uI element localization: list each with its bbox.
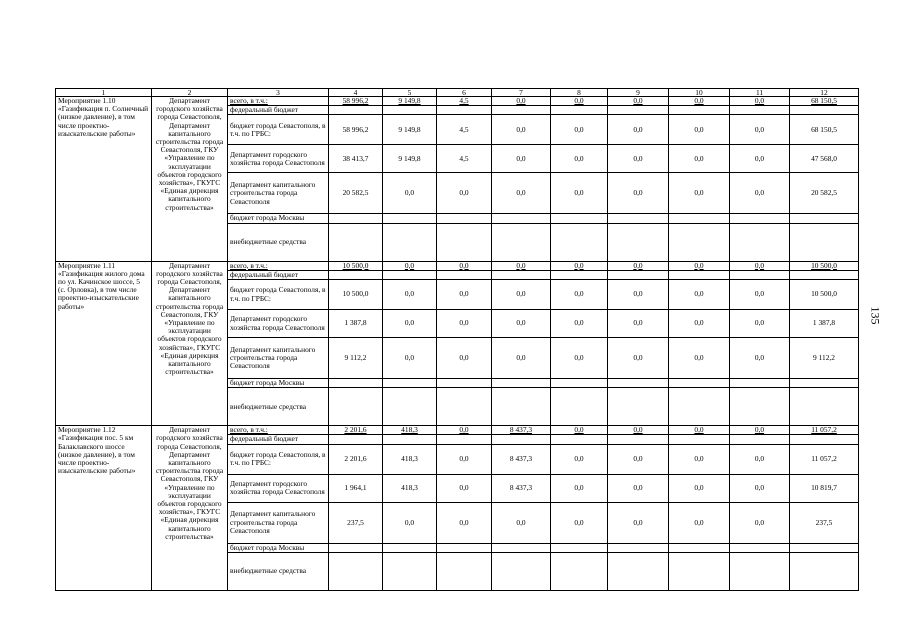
empty-cell bbox=[551, 552, 608, 590]
empty-cell bbox=[437, 435, 492, 444]
funding-source: бюджет города Москвы bbox=[228, 543, 329, 552]
funding-source: федеральный бюджет bbox=[228, 435, 329, 444]
empty-cell bbox=[669, 388, 730, 426]
amount-cell: 0,0 bbox=[730, 261, 790, 270]
empty-cell bbox=[551, 543, 608, 552]
measure-description: Мероприятие 1.10 «Газификация п. Солнечный (низкое давление), в том числе проектно-изыскательские работы» bbox=[56, 97, 152, 262]
empty-cell bbox=[730, 223, 790, 261]
empty-cell bbox=[329, 435, 383, 444]
col-header: 4 bbox=[329, 89, 383, 97]
amount-cell: 0,0 bbox=[551, 145, 608, 173]
col-header: 6 bbox=[437, 89, 492, 97]
empty-cell bbox=[551, 379, 608, 388]
empty-cell bbox=[669, 214, 730, 223]
amount-cell: 0,0 bbox=[608, 173, 669, 214]
funding-source: бюджет города Севастополя, в т.ч. по ГРБС: bbox=[228, 444, 329, 474]
funding-source: федеральный бюджет bbox=[228, 106, 329, 115]
amount-cell: 47 568,0 bbox=[790, 145, 859, 173]
amount-cell: 11 057,2 bbox=[790, 426, 859, 435]
amount-cell: 0,0 bbox=[730, 444, 790, 474]
amount-cell: 4,5 bbox=[437, 97, 492, 106]
amount-cell: 9 149,8 bbox=[383, 115, 437, 145]
amount-cell: 1 387,8 bbox=[790, 310, 859, 338]
empty-cell bbox=[730, 379, 790, 388]
measure-description: Мероприятие 1.12 «Газификация пос. 5 км Балаклавского шоссе (низкое давление), в том числе проектно-изыскательские работы» bbox=[56, 426, 152, 591]
funding-source: Департамент городского хозяйства города Севастополя bbox=[228, 145, 329, 173]
amount-cell: 0,0 bbox=[608, 474, 669, 502]
amount-cell: 1 964,1 bbox=[329, 474, 383, 502]
amount-cell: 0,0 bbox=[492, 338, 551, 379]
amount-cell: 58 996,2 bbox=[329, 97, 383, 106]
empty-cell bbox=[551, 106, 608, 115]
empty-cell bbox=[492, 552, 551, 590]
col-header: 9 bbox=[608, 89, 669, 97]
amount-cell: 0,0 bbox=[730, 145, 790, 173]
header-row bbox=[56, 89, 859, 97]
col-header: 5 bbox=[383, 89, 437, 97]
amount-cell: 0,0 bbox=[669, 474, 730, 502]
empty-cell bbox=[329, 543, 383, 552]
empty-cell bbox=[551, 223, 608, 261]
empty-cell bbox=[551, 214, 608, 223]
amount-cell: 418,3 bbox=[383, 426, 437, 435]
funding-source: бюджет города Москвы bbox=[228, 214, 329, 223]
empty-cell bbox=[730, 106, 790, 115]
funding-source: бюджет города Севастополя, в т.ч. по ГРБС: bbox=[228, 280, 329, 310]
amount-cell: 0,0 bbox=[437, 474, 492, 502]
funding-source: внебюджетные средства bbox=[228, 223, 329, 261]
empty-cell bbox=[437, 379, 492, 388]
funding-source: всего, в т.ч.: bbox=[228, 97, 329, 106]
amount-cell: 0,0 bbox=[669, 426, 730, 435]
empty-cell bbox=[437, 543, 492, 552]
table-row bbox=[56, 261, 859, 270]
col-header: 10 bbox=[669, 89, 730, 97]
empty-cell bbox=[669, 106, 730, 115]
amount-cell: 0,0 bbox=[730, 310, 790, 338]
amount-cell: 0,0 bbox=[669, 97, 730, 106]
amount-cell: 0,0 bbox=[608, 444, 669, 474]
amount-cell: 0,0 bbox=[608, 97, 669, 106]
empty-cell bbox=[669, 223, 730, 261]
amount-cell: 10 819,7 bbox=[790, 474, 859, 502]
col-header: 8 bbox=[551, 89, 608, 97]
amount-cell: 0,0 bbox=[730, 280, 790, 310]
amount-cell: 68 150,5 bbox=[790, 97, 859, 106]
empty-cell bbox=[437, 214, 492, 223]
amount-cell: 0,0 bbox=[492, 502, 551, 543]
amount-cell: 0,0 bbox=[383, 502, 437, 543]
empty-cell bbox=[790, 552, 859, 590]
empty-cell bbox=[790, 214, 859, 223]
empty-cell bbox=[383, 543, 437, 552]
empty-cell bbox=[492, 388, 551, 426]
empty-cell bbox=[492, 106, 551, 115]
funding-source: Департамент городского хозяйства города Севастополя bbox=[228, 310, 329, 338]
empty-cell bbox=[329, 552, 383, 590]
amount-cell: 10 500,0 bbox=[790, 261, 859, 270]
amount-cell: 2 201,6 bbox=[329, 426, 383, 435]
empty-cell bbox=[669, 270, 730, 279]
empty-cell bbox=[730, 214, 790, 223]
amount-cell: 0,0 bbox=[551, 444, 608, 474]
amount-cell: 8 437,3 bbox=[492, 474, 551, 502]
empty-cell bbox=[730, 543, 790, 552]
empty-cell bbox=[383, 270, 437, 279]
amount-cell: 10 500,0 bbox=[329, 261, 383, 270]
amount-cell: 0,0 bbox=[608, 115, 669, 145]
amount-cell: 0,0 bbox=[730, 502, 790, 543]
amount-cell: 0,0 bbox=[492, 310, 551, 338]
empty-cell bbox=[608, 214, 669, 223]
amount-cell: 0,0 bbox=[492, 145, 551, 173]
amount-cell: 0,0 bbox=[669, 444, 730, 474]
empty-cell bbox=[492, 543, 551, 552]
empty-cell bbox=[383, 435, 437, 444]
empty-cell bbox=[383, 552, 437, 590]
funding-source: всего, в т.ч.: bbox=[228, 261, 329, 270]
funding-source: Департамент капитального строительства города Севастополя bbox=[228, 173, 329, 214]
amount-cell: 0,0 bbox=[437, 502, 492, 543]
funding-source: всего, в т.ч.: bbox=[228, 426, 329, 435]
amount-cell: 9 149,8 bbox=[383, 145, 437, 173]
amount-cell: 58 996,2 bbox=[329, 115, 383, 145]
amount-cell: 1 387,8 bbox=[329, 310, 383, 338]
empty-cell bbox=[790, 379, 859, 388]
amount-cell: 0,0 bbox=[608, 280, 669, 310]
amount-cell: 38 413,7 bbox=[329, 145, 383, 173]
amount-cell: 0,0 bbox=[608, 261, 669, 270]
amount-cell: 2 201,6 bbox=[329, 444, 383, 474]
amount-cell: 0,0 bbox=[492, 173, 551, 214]
amount-cell: 0,0 bbox=[551, 502, 608, 543]
empty-cell bbox=[790, 223, 859, 261]
empty-cell bbox=[383, 214, 437, 223]
empty-cell bbox=[329, 379, 383, 388]
budget-table bbox=[55, 88, 859, 591]
empty-cell bbox=[730, 388, 790, 426]
empty-cell bbox=[551, 388, 608, 426]
empty-cell bbox=[790, 388, 859, 426]
empty-cell bbox=[492, 435, 551, 444]
amount-cell: 0,0 bbox=[551, 426, 608, 435]
empty-cell bbox=[329, 388, 383, 426]
empty-cell bbox=[437, 106, 492, 115]
amount-cell: 8 437,3 bbox=[492, 426, 551, 435]
empty-cell bbox=[492, 223, 551, 261]
amount-cell: 0,0 bbox=[730, 474, 790, 502]
funding-source: внебюджетные средства bbox=[228, 388, 329, 426]
amount-cell: 0,0 bbox=[669, 502, 730, 543]
amount-cell: 0,0 bbox=[730, 426, 790, 435]
amount-cell: 0,0 bbox=[730, 173, 790, 214]
amount-cell: 0,0 bbox=[730, 97, 790, 106]
amount-cell: 0,0 bbox=[437, 444, 492, 474]
empty-cell bbox=[730, 435, 790, 444]
amount-cell: 0,0 bbox=[551, 261, 608, 270]
empty-cell bbox=[437, 223, 492, 261]
empty-cell bbox=[608, 223, 669, 261]
funding-source: Департамент городского хозяйства города Севастополя bbox=[228, 474, 329, 502]
col-header: 2 bbox=[152, 89, 228, 97]
amount-cell: 0,0 bbox=[551, 97, 608, 106]
amount-cell: 8 437,3 bbox=[492, 444, 551, 474]
amount-cell: 0,0 bbox=[437, 261, 492, 270]
empty-cell bbox=[383, 379, 437, 388]
amount-cell: 9 112,2 bbox=[790, 338, 859, 379]
amount-cell: 0,0 bbox=[551, 115, 608, 145]
empty-cell bbox=[608, 552, 669, 590]
amount-cell: 0,0 bbox=[437, 310, 492, 338]
empty-cell bbox=[608, 106, 669, 115]
amount-cell: 0,0 bbox=[730, 338, 790, 379]
amount-cell: 0,0 bbox=[383, 261, 437, 270]
empty-cell bbox=[329, 106, 383, 115]
empty-cell bbox=[329, 223, 383, 261]
amount-cell: 0,0 bbox=[383, 338, 437, 379]
amount-cell: 10 500,0 bbox=[790, 280, 859, 310]
empty-cell bbox=[608, 379, 669, 388]
amount-cell: 9 112,2 bbox=[329, 338, 383, 379]
empty-cell bbox=[608, 543, 669, 552]
measure-description: Мероприятие 1.11 «Газификация жилого дома по ул. Качинское шоссе, 5 (с. Орловка), в том числе проектно-изыскательские работы» bbox=[56, 261, 152, 426]
amount-cell: 0,0 bbox=[669, 261, 730, 270]
responsible-departments: Департамент городского хозяйства города Севастополя, Департамент капитального строительства города Севастополя, ГКУ «Управление по эксплуатации объектов городского хозяйства», ГКУГС «Единая дирекция капитального строительства» bbox=[152, 261, 228, 426]
col-header: 7 bbox=[492, 89, 551, 97]
amount-cell: 0,0 bbox=[608, 145, 669, 173]
amount-cell: 0,0 bbox=[437, 426, 492, 435]
empty-cell bbox=[608, 388, 669, 426]
empty-cell bbox=[383, 223, 437, 261]
amount-cell: 0,0 bbox=[608, 502, 669, 543]
col-header: 3 bbox=[228, 89, 329, 97]
amount-cell: 418,3 bbox=[383, 444, 437, 474]
empty-cell bbox=[551, 435, 608, 444]
amount-cell: 10 500,0 bbox=[329, 280, 383, 310]
amount-cell: 0,0 bbox=[669, 310, 730, 338]
empty-cell bbox=[790, 543, 859, 552]
amount-cell: 418,3 bbox=[383, 474, 437, 502]
funding-source: бюджет города Москвы bbox=[228, 379, 329, 388]
amount-cell: 0,0 bbox=[383, 280, 437, 310]
amount-cell: 237,5 bbox=[329, 502, 383, 543]
amount-cell: 0,0 bbox=[551, 280, 608, 310]
funding-source: федеральный бюджет bbox=[228, 270, 329, 279]
empty-cell bbox=[730, 270, 790, 279]
amount-cell: 0,0 bbox=[551, 474, 608, 502]
empty-cell bbox=[383, 388, 437, 426]
amount-cell: 0,0 bbox=[669, 173, 730, 214]
funding-source: внебюджетные средства bbox=[228, 552, 329, 590]
amount-cell: 0,0 bbox=[669, 115, 730, 145]
empty-cell bbox=[669, 552, 730, 590]
amount-cell: 0,0 bbox=[730, 115, 790, 145]
empty-cell bbox=[492, 379, 551, 388]
empty-cell bbox=[790, 270, 859, 279]
col-header: 11 bbox=[730, 89, 790, 97]
funding-source: бюджет города Севастополя, в т.ч. по ГРБС: bbox=[228, 115, 329, 145]
empty-cell bbox=[730, 552, 790, 590]
empty-cell bbox=[383, 106, 437, 115]
col-header: 12 bbox=[790, 89, 859, 97]
amount-cell: 0,0 bbox=[437, 173, 492, 214]
funding-source: Департамент капитального строительства города Севастополя bbox=[228, 338, 329, 379]
empty-cell bbox=[669, 435, 730, 444]
amount-cell: 9 149,8 bbox=[383, 97, 437, 106]
table-row bbox=[56, 426, 859, 435]
amount-cell: 0,0 bbox=[551, 338, 608, 379]
empty-cell bbox=[437, 388, 492, 426]
empty-cell bbox=[329, 214, 383, 223]
amount-cell: 0,0 bbox=[551, 173, 608, 214]
empty-cell bbox=[669, 543, 730, 552]
page-number: 135 bbox=[868, 306, 883, 325]
table-row bbox=[56, 97, 859, 106]
amount-cell: 0,0 bbox=[608, 426, 669, 435]
amount-cell: 0,0 bbox=[437, 338, 492, 379]
empty-cell bbox=[551, 270, 608, 279]
amount-cell: 0,0 bbox=[492, 280, 551, 310]
amount-cell: 0,0 bbox=[492, 97, 551, 106]
amount-cell: 0,0 bbox=[608, 310, 669, 338]
col-header: 1 bbox=[56, 89, 152, 97]
funding-source: Департамент капитального строительства города Севастополя bbox=[228, 502, 329, 543]
responsible-departments: Департамент городского хозяйства города Севастополя, Департамент капитального строительства города Севастополя, ГКУ «Управление по эксплуатации объектов городского хозяйства», ГКУГС «Единая дирекция капитального строительства» bbox=[152, 97, 228, 262]
empty-cell bbox=[608, 435, 669, 444]
amount-cell: 0,0 bbox=[492, 115, 551, 145]
amount-cell: 0,0 bbox=[669, 145, 730, 173]
amount-cell: 4,5 bbox=[437, 145, 492, 173]
amount-cell: 0,0 bbox=[492, 261, 551, 270]
empty-cell bbox=[790, 106, 859, 115]
empty-cell bbox=[790, 435, 859, 444]
amount-cell: 0,0 bbox=[551, 310, 608, 338]
empty-cell bbox=[437, 270, 492, 279]
amount-cell: 68 150,5 bbox=[790, 115, 859, 145]
empty-cell bbox=[492, 270, 551, 279]
amount-cell: 0,0 bbox=[669, 280, 730, 310]
empty-cell bbox=[669, 379, 730, 388]
amount-cell: 0,0 bbox=[383, 310, 437, 338]
responsible-departments: Департамент городского хозяйства города Севастополя, Департамент капитального строительства города Севастополя, ГКУ «Управление по эксплуатации объектов городского хозяйства», ГКУГС «Единая дирекция капитального строительства» bbox=[152, 426, 228, 591]
amount-cell: 11 057,2 bbox=[790, 444, 859, 474]
amount-cell: 4,5 bbox=[437, 115, 492, 145]
amount-cell: 237,5 bbox=[790, 502, 859, 543]
empty-cell bbox=[492, 214, 551, 223]
empty-cell bbox=[608, 270, 669, 279]
empty-cell bbox=[437, 552, 492, 590]
empty-cell bbox=[329, 270, 383, 279]
amount-cell: 0,0 bbox=[437, 280, 492, 310]
amount-cell: 20 582,5 bbox=[790, 173, 859, 214]
amount-cell: 0,0 bbox=[383, 173, 437, 214]
amount-cell: 20 582,5 bbox=[329, 173, 383, 214]
amount-cell: 0,0 bbox=[608, 338, 669, 379]
amount-cell: 0,0 bbox=[669, 338, 730, 379]
